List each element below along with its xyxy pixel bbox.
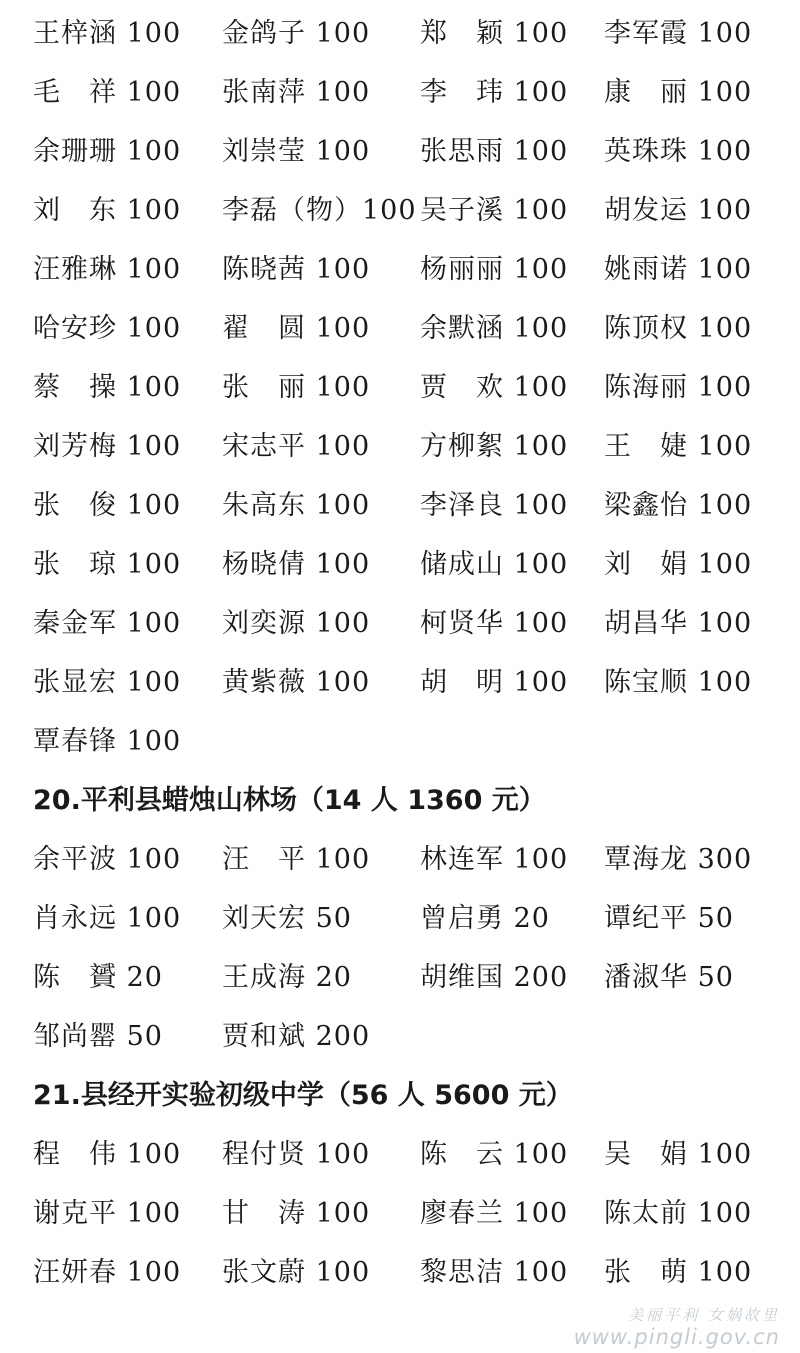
donor-entry: 吴子溪 100: [420, 195, 569, 226]
list-row: [0, 1243, 800, 1302]
donor-entry: 林连军 100: [420, 844, 569, 875]
donor-entry: 金鸽子 100: [222, 18, 371, 49]
donor-entry: 潘淑华 50: [604, 962, 734, 993]
watermark-url: www.pingli.gov.cn: [573, 1325, 780, 1349]
list-row: [0, 181, 800, 240]
donor-entry: 陈 贇 20: [33, 962, 163, 993]
donor-entry: 汪雅琳 100: [33, 254, 182, 285]
list-row: [0, 4, 800, 63]
list-row: [0, 476, 800, 535]
list-row: [0, 63, 800, 122]
donor-entry: 姚雨诺 100: [604, 254, 753, 285]
donor-entry: 甘 涛 100: [222, 1198, 371, 1229]
donor-entry: 黄紫薇 100: [222, 667, 371, 698]
donor-entry: 李 玮 100: [420, 77, 569, 108]
donor-entry: 贾和斌 200: [222, 1021, 371, 1052]
donor-entry: 程 伟 100: [33, 1139, 182, 1170]
donor-entry: 陈宝顺 100: [604, 667, 753, 698]
donor-entry: 谢克平 100: [33, 1198, 182, 1229]
donor-entry: 毛 祥 100: [33, 77, 182, 108]
list-row: [0, 299, 800, 358]
donor-entry: 覃海龙 300: [604, 844, 753, 875]
list-row: [0, 240, 800, 299]
list-row: [0, 889, 800, 948]
donor-entry: 王成海 20: [222, 962, 352, 993]
donor-entry: 李泽良 100: [420, 490, 569, 521]
donor-entry: 蔡 操 100: [33, 372, 182, 403]
donor-entry: 杨丽丽 100: [420, 254, 569, 285]
donor-entry: 李磊（物）100: [222, 195, 417, 226]
donor-entry: 刘芳梅 100: [33, 431, 182, 462]
list-row: [0, 535, 800, 594]
donor-entry: 汪 平 100: [222, 844, 371, 875]
donor-entry: 陈海丽 100: [604, 372, 753, 403]
donor-entry: 贾 欢 100: [420, 372, 569, 403]
list-row: [0, 122, 800, 181]
donor-entry: 肖永远 100: [33, 903, 182, 934]
donor-entry: 朱高东 100: [222, 490, 371, 521]
list-row: [0, 712, 800, 771]
donor-entry: 哈安珍 100: [33, 313, 182, 344]
donor-entry: 廖春兰 100: [420, 1198, 569, 1229]
donor-entry: 覃春锋 100: [33, 726, 182, 757]
donor-entry: 方柳絮 100: [420, 431, 569, 462]
donor-entry: 梁鑫怡 100: [604, 490, 753, 521]
donor-entry: 胡昌华 100: [604, 608, 753, 639]
donor-entry: 张 萌 100: [604, 1257, 753, 1288]
donor-entry: 柯贤华 100: [420, 608, 569, 639]
donor-entry: 陈晓茜 100: [222, 254, 371, 285]
donor-entry: 宋志平 100: [222, 431, 371, 462]
donor-entry: 余默涵 100: [420, 313, 569, 344]
list-row: [0, 830, 800, 889]
donor-entry: 储成山 100: [420, 549, 569, 580]
donor-entry: 汪妍春 100: [33, 1257, 182, 1288]
donor-entry: 胡 明 100: [420, 667, 569, 698]
list-row: [0, 358, 800, 417]
list-row: [0, 948, 800, 1007]
list-row: [0, 594, 800, 653]
donor-entry: 张显宏 100: [33, 667, 182, 698]
donor-entry: 曾启勇 20: [420, 903, 550, 934]
donor-entry: 秦金军 100: [33, 608, 182, 639]
list-row: [0, 417, 800, 476]
donor-entry: 余平波 100: [33, 844, 182, 875]
donor-entry: 英珠珠 100: [604, 136, 753, 167]
donor-entry: 张文蔚 100: [222, 1257, 371, 1288]
donor-entry: 陈顶权 100: [604, 313, 753, 344]
donor-entry: 张南萍 100: [222, 77, 371, 108]
donor-entry: 郑 颖 100: [420, 18, 569, 49]
donor-entry: 刘 东 100: [33, 195, 182, 226]
list-row: [0, 653, 800, 712]
list-row: [0, 1184, 800, 1243]
donor-entry: 王梓涵 100: [33, 18, 182, 49]
site-watermark: [570, 1304, 780, 1349]
section-heading: 20.平利县蜡烛山林场（14 人 1360 元）: [33, 785, 546, 816]
donor-entry: 陈太前 100: [604, 1198, 753, 1229]
donor-entry: 陈 云 100: [420, 1139, 569, 1170]
list-row: [0, 1007, 800, 1066]
donor-entry: 翟 圆 100: [222, 313, 371, 344]
donor-entry: 刘天宏 50: [222, 903, 352, 934]
donor-entry: 张 琼 100: [33, 549, 182, 580]
donor-entry: 余珊珊 100: [33, 136, 182, 167]
donor-entry: 张思雨 100: [420, 136, 569, 167]
watermark-title: 美丽平利 女娲故里: [628, 1306, 780, 1324]
donor-entry: 刘 娟 100: [604, 549, 753, 580]
donor-entry: 杨晓倩 100: [222, 549, 371, 580]
donor-entry: 王 婕 100: [604, 431, 753, 462]
donor-entry: 胡维国 200: [420, 962, 569, 993]
donor-entry: 康 丽 100: [604, 77, 753, 108]
list-row: [0, 1125, 800, 1184]
donor-entry: 刘崇莹 100: [222, 136, 371, 167]
donor-entry: 谭纪平 50: [604, 903, 734, 934]
donor-entry: 黎思洁 100: [420, 1257, 569, 1288]
donor-entry: 邹尚罂 50: [33, 1021, 163, 1052]
donor-entry: 张 俊 100: [33, 490, 182, 521]
donor-entry: 胡发运 100: [604, 195, 753, 226]
section-heading: 21.县经开实验初级中学（56 人 5600 元）: [33, 1080, 573, 1111]
donor-entry: 程付贤 100: [222, 1139, 371, 1170]
donor-entry: 张 丽 100: [222, 372, 371, 403]
donor-entry: 李军霞 100: [604, 18, 753, 49]
donor-entry: 刘奕源 100: [222, 608, 371, 639]
donor-entry: 吴 娟 100: [604, 1139, 753, 1170]
